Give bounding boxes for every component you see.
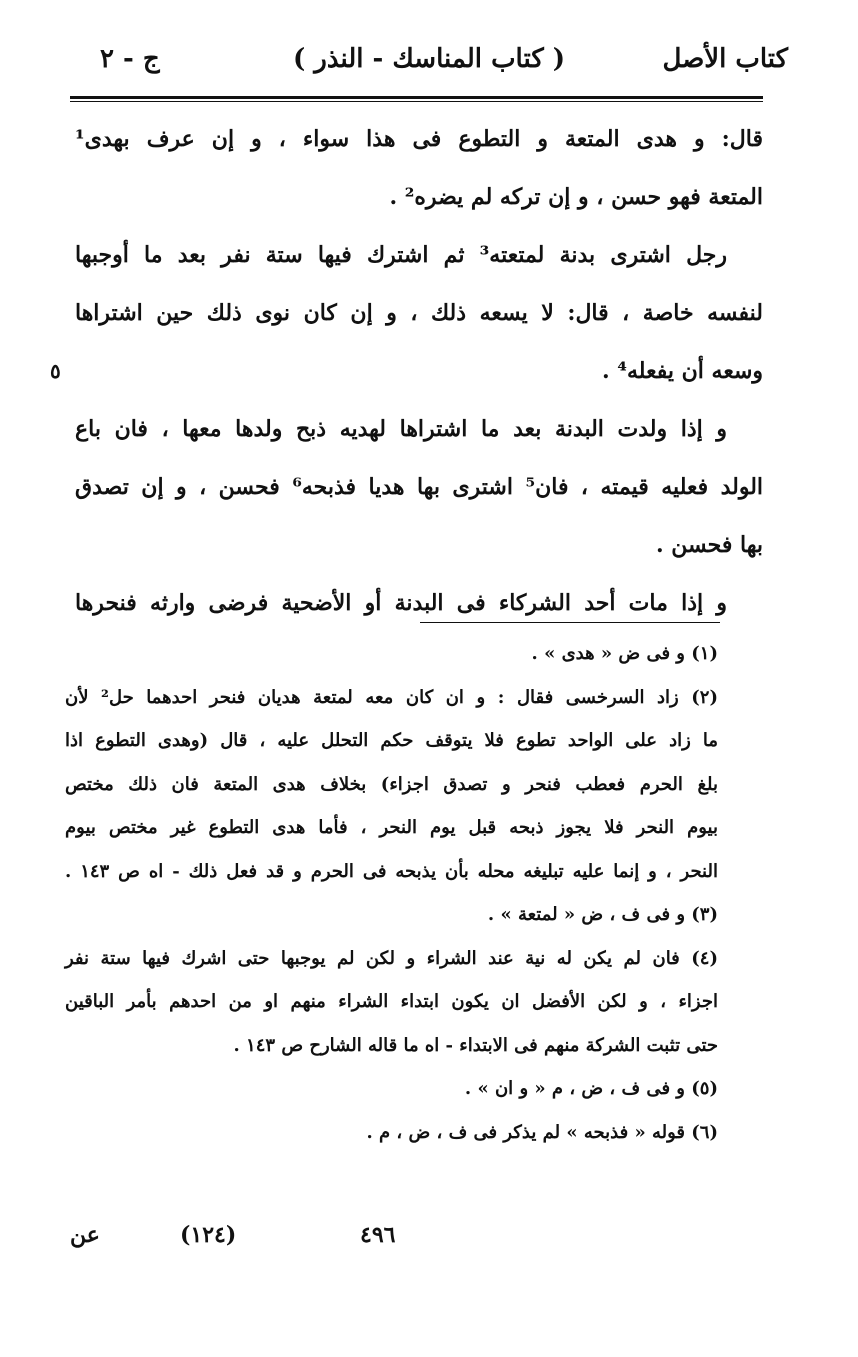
footnote-line: النحر ، و إنما عليه تبليغه محله بأن يذبحه فى الحرم و قد فعل ذلك - اه ص ١٤٣ .: [65, 860, 718, 882]
footnotes: [65, 632, 718, 1154]
footnote-rule: [420, 622, 720, 623]
page-number: ٤٩٦: [360, 1222, 396, 1248]
header-rule: [70, 96, 763, 99]
text-line: رجل اشترى بدنة لمتعته³ ثم اشترك فيها ستة نفر بعد ما أوجبها: [75, 242, 727, 268]
footnote-line: (١) و فى ض « هدى » .: [531, 643, 718, 664]
footnote-line: (٤) فان لم يكن له نية عند الشراء و لكن لم يوجبها حتى اشرك فيها ستة نفر: [65, 947, 718, 969]
text-line: و إذا ولدت البدنة بعد ما اشتراها لهديه ذبح ولدها معها ، فان باع: [75, 416, 727, 442]
running-header: [70, 38, 788, 90]
footnote-line: (٦) قوله « فذبحه » لم يذكر فى ف ، ض ، م .: [366, 1121, 718, 1143]
footnote-line: بلغ الحرم فعطب فنحر و تصدق اجزاء) بخلاف هدى المتعة فان ذلك مختص: [65, 773, 718, 795]
footnote-line: (٥) و فى ف ، ض ، م « و ان » .: [464, 1078, 718, 1099]
volume-label: ج - ٢: [100, 44, 160, 74]
folio-number: (١٢٤): [180, 1222, 237, 1248]
book-title: كتاب الأصل: [662, 44, 788, 74]
footnote-line: (٢) زاد السرخسى فقال : و ان كان معه لمتعة هديان فنحر احدهما حل² لأن: [65, 686, 718, 708]
text-line: بها فحسن .: [655, 532, 763, 558]
footnote-line: بيوم النحر فلا يجوز ذبحه قبل يوم النحر ، فأما هدى التطوع غير مختص بيوم: [65, 817, 718, 838]
text-line-numbered: [50, 342, 763, 400]
footnote-line: اجزاء ، و لكن الأفضل ان يكون ابتداء الشراء منهم او من احدهم بأمر الباقين: [65, 991, 718, 1012]
text-line-content: وسعه أن يفعله⁴ .: [602, 358, 763, 384]
chapter-title: ( كتاب المناسك - النذر ): [292, 44, 566, 74]
text-line: الولد فعليه قيمته ، فان⁵ اشترى بها هديا فذبحه⁶ فحسن ، و إن تصدق: [75, 474, 764, 500]
text-line: و إذا مات أحد الشركاء فى البدنة أو الأضحية فرضى وارثه فنحرها: [75, 590, 727, 616]
text-line: المتعة فهو حسن ، و إن تركه لم يضره² .: [389, 184, 763, 210]
line-number: ٥: [50, 359, 61, 383]
catchword: عن: [70, 1222, 100, 1248]
header-rule-thin: [70, 101, 763, 102]
text-line: قال: و هدى المتعة و التطوع فى هذا سواء ، و إن عرف بهدى¹: [75, 126, 763, 152]
main-text: [50, 110, 764, 632]
footnote-line: (٣) و فى ف ، ض « لمتعة » .: [487, 904, 718, 925]
footnote-line: ما زاد على الواحد تطوع فلا يتوقف حكم التحلل عليه ، قال (وهدى التطوع اذا: [65, 730, 718, 751]
text-line: لنفسه خاصة ، قال: لا يسعه ذلك ، و إن كان نوى ذلك حين اشتراها: [75, 300, 763, 326]
footnote-line: حتى تثبت الشركة منهم فى الابتداء - اه ما قاله الشارح ص ١٤٣ .: [233, 1034, 718, 1056]
page-footer: [70, 1222, 718, 1262]
